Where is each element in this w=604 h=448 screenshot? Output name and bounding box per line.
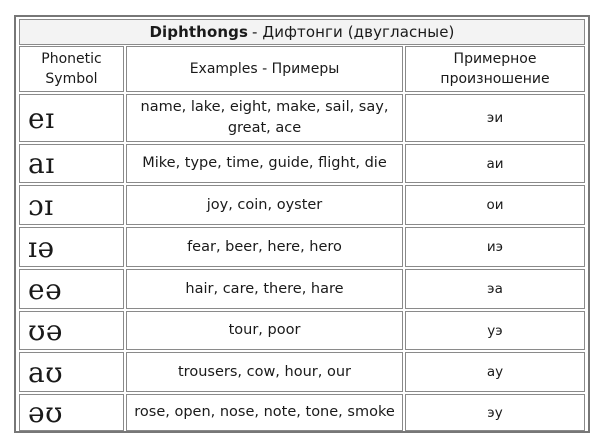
examples-cell [126, 94, 403, 142]
examples-text: joy, coin, oyster [206, 196, 323, 213]
table-title [19, 19, 585, 45]
phonetic-symbol: aɪ [28, 147, 55, 180]
symbol-cell [19, 352, 124, 392]
examples-text: fear, beer, here, hero [187, 238, 342, 255]
pronunciation-cell [405, 227, 585, 267]
pronunciation-cell [405, 311, 585, 350]
pronunciation-text: уэ [487, 322, 503, 339]
examples-cell [126, 227, 403, 267]
examples-text: rose, open, nose, note, tone, smoke [134, 404, 395, 420]
phonetic-symbol: ɪə [28, 230, 55, 264]
pronunciation-cell [405, 144, 585, 183]
title-bold: Diphthongs [149, 23, 249, 41]
header-symbol [19, 46, 124, 92]
pronunciation-text: эу [487, 404, 503, 421]
phonetic-symbol: ɔɪ [28, 188, 54, 222]
symbol-cell [19, 94, 124, 142]
symbol-cell [19, 269, 124, 309]
header-symbol-label: Phonetic Symbol [41, 51, 102, 87]
phonetic-symbol: eɪ [28, 101, 55, 135]
symbol-cell [19, 185, 124, 225]
examples-text: tour, poor [228, 322, 301, 338]
examples-cell [126, 394, 403, 431]
symbol-cell [19, 227, 124, 267]
examples-cell [126, 269, 403, 309]
header-pronunciation [405, 46, 585, 92]
examples-cell [126, 352, 403, 392]
examples-cell [126, 185, 403, 225]
pronunciation-text: ои [486, 197, 504, 213]
examples-cell [126, 144, 403, 183]
header-pronunciation-label: Примерное произношение [440, 51, 550, 87]
examples-text: hair, care, there, hare [185, 280, 344, 297]
phonetic-symbol: aʊ [28, 355, 64, 389]
symbol-cell [19, 394, 124, 431]
pronunciation-cell [405, 94, 585, 142]
pronunciation-text: ау [486, 364, 504, 380]
examples-text: trousers, cow, hour, our [178, 363, 351, 380]
phonetic-symbol: eə [28, 272, 63, 306]
diphthongs-table [14, 15, 590, 433]
examples-text: name, lake, eight, make, sail, say, great, ace [140, 99, 389, 136]
pronunciation-cell [405, 352, 585, 392]
symbol-cell [19, 144, 124, 183]
pronunciation-cell [405, 185, 585, 225]
title-rest: - Дифтонги (двугласные) [252, 23, 455, 41]
examples-text: Mike, type, time, guide, flight, die [142, 155, 387, 171]
phonetic-symbol: əʊ [28, 396, 63, 429]
pronunciation-text: аи [486, 155, 504, 172]
phonetic-symbol: ʊə [28, 314, 63, 347]
pronunciation-text: иэ [486, 239, 504, 255]
header-examples-label: Examples - Примеры [189, 61, 340, 77]
pronunciation-text: эа [487, 281, 503, 297]
pronunciation-cell [405, 394, 585, 431]
pronunciation-text: эи [486, 110, 504, 126]
symbol-cell [19, 311, 124, 350]
header-examples [126, 46, 403, 92]
examples-cell [126, 311, 403, 350]
pronunciation-cell [405, 269, 585, 309]
